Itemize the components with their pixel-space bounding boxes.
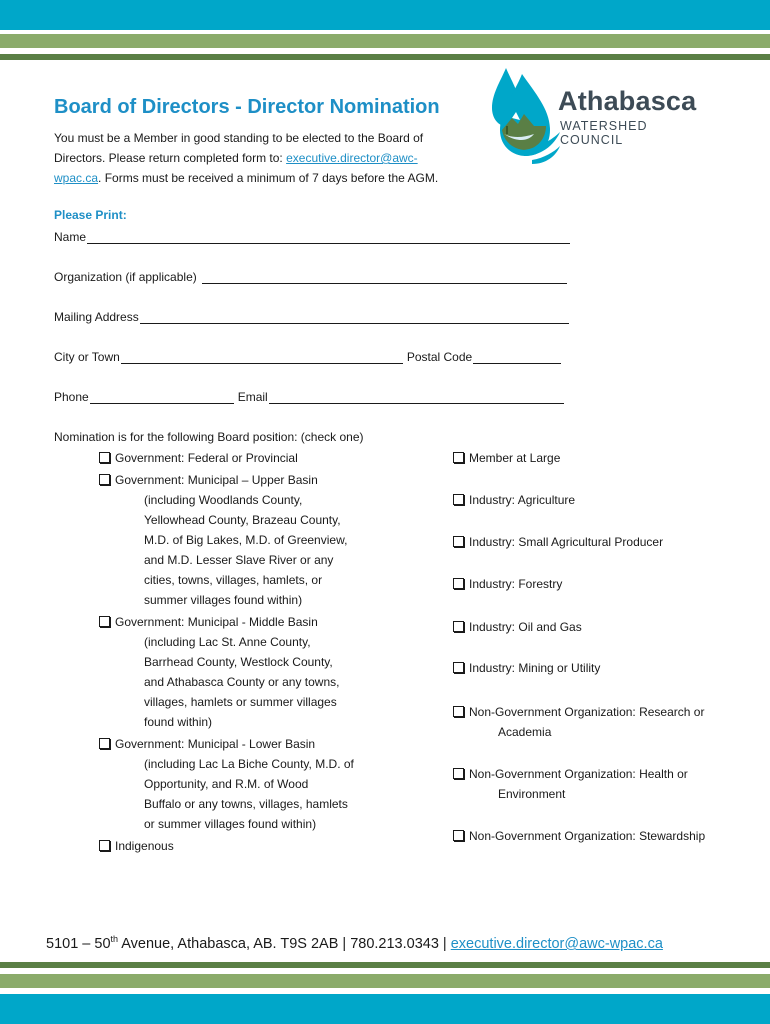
intro-line1: You must be a Member in good standing to be elected to the Board of [54, 131, 424, 145]
checkbox-icon[interactable] [453, 452, 464, 463]
footer-address-rest: Avenue, Athabasca, AB. T9S 2AB | 780.213.0343 | [118, 935, 451, 952]
header-dark-green-band [0, 54, 770, 60]
detail-line: (including Lac La Biche County, M.D. of [144, 757, 354, 771]
footer-dark-green-band [0, 962, 770, 968]
detail-line: cities, towns, villages, hamlets, or [144, 573, 323, 587]
middle-basin-detail [144, 632, 339, 732]
checkbox-label: Non-Government Organization: Health or [469, 767, 688, 781]
footer-teal-band [0, 994, 770, 1024]
checkbox-icon[interactable] [453, 621, 464, 632]
detail-line: found within) [144, 715, 213, 729]
logo-subtitle: WATERSHED COUNCIL [560, 119, 648, 147]
checkbox-icon[interactable] [453, 706, 464, 717]
detail-line: Opportunity, and R.M. of Wood [144, 777, 309, 791]
detail-line: (including Woodlands County, [144, 493, 303, 507]
checkbox-label: Industry: Mining or Utility [469, 661, 601, 675]
organization-label: Organization (if applicable) [54, 270, 197, 284]
checkbox-icon[interactable] [99, 452, 110, 463]
city-label: City or Town [54, 350, 120, 364]
nomination-heading: Nomination is for the following Board position: (check one) [54, 430, 364, 444]
checkbox-icon[interactable] [453, 768, 464, 779]
phone-line[interactable] [90, 391, 234, 404]
checkbox-label: Industry: Small Agricultural Producer [469, 535, 664, 549]
detail-line: or summer villages found within) [144, 817, 317, 831]
checkbox-industry-forestry[interactable] [453, 577, 562, 591]
checkbox-ngo-research[interactable] [453, 705, 704, 719]
checkbox-label: Industry: Forestry [469, 577, 563, 591]
intro-email-part1: executive.director@awc- [286, 151, 418, 165]
detail-line: (including Lac St. Anne County, [144, 635, 311, 649]
checkbox-ngo-health[interactable] [453, 767, 688, 781]
detail-line: and M.D. Lesser Slave River or any [144, 553, 334, 567]
name-line[interactable] [87, 231, 570, 244]
page-title: Board of Directors - Director Nomination [54, 96, 440, 118]
checkbox-icon[interactable] [453, 662, 464, 673]
phone-label: Phone [54, 390, 89, 404]
checkbox-label: Non-Government Organization: Stewardship [469, 829, 706, 843]
footer-contact [46, 934, 663, 952]
lower-basin-detail [144, 754, 354, 834]
detail-line: Buffalo or any towns, villages, hamlets [144, 797, 348, 811]
checkbox-icon[interactable] [453, 494, 464, 505]
ngo-research-continued: Academia [498, 725, 552, 739]
checkbox-label: Government: Municipal – Upper Basin [115, 473, 318, 487]
upper-basin-detail [144, 490, 347, 610]
footer-address-prefix: 5101 – 50 [46, 935, 111, 952]
organization-line[interactable] [202, 271, 567, 284]
checkbox-icon[interactable] [99, 616, 110, 627]
checkbox-indigenous[interactable] [99, 839, 174, 853]
mailing-address-line[interactable] [140, 311, 569, 324]
athabasca-logo [488, 64, 708, 168]
detail-line: Barrhead County, Westlock County, [144, 655, 333, 669]
footer-email-link[interactable]: executive.director@awc-wpac.ca [450, 935, 663, 952]
detail-line: M.D. of Big Lakes, M.D. of Greenview, [144, 533, 348, 547]
detail-line: Yellowhead County, Brazeau County, [144, 513, 341, 527]
checkbox-municipal-lower[interactable] [99, 737, 315, 751]
city-line[interactable] [121, 351, 403, 364]
ngo-health-continued: Environment [498, 787, 566, 801]
name-field[interactable] [54, 230, 570, 244]
detail-line: villages, hamlets or summer villages [144, 695, 337, 709]
phone-field[interactable] [54, 390, 564, 404]
checkbox-label: Government: Municipal - Lower Basin [115, 737, 316, 751]
checkbox-icon[interactable] [99, 474, 110, 485]
checkbox-industry-agriculture[interactable] [453, 493, 575, 507]
checkbox-label: Member at Large [469, 451, 561, 465]
checkbox-label: Indigenous [115, 839, 174, 853]
city-field[interactable] [54, 350, 561, 364]
footer-green-band [0, 974, 770, 988]
footer-sup: th [110, 934, 119, 944]
header-teal-band [0, 0, 770, 30]
checkbox-label: Government: Federal or Provincial [115, 451, 298, 465]
postal-code-line[interactable] [473, 351, 561, 364]
checkbox-industry-small-ag[interactable] [453, 535, 663, 549]
checkbox-icon[interactable] [99, 738, 110, 749]
email-label: Email [237, 390, 268, 404]
checkbox-label: Non-Government Organization: Research or [469, 705, 705, 719]
mailing-address-label: Mailing Address [54, 310, 139, 324]
intro-email-part2: wpac.ca [54, 171, 99, 185]
intro-text [54, 128, 474, 188]
please-print-label: Please Print: [54, 208, 127, 222]
name-label: Name [54, 230, 87, 244]
header-green-band [0, 34, 770, 48]
water-drop-feather-icon [488, 64, 560, 168]
detail-line: summer villages found within) [144, 593, 303, 607]
checkbox-member-at-large[interactable] [453, 451, 560, 465]
checkbox-icon[interactable] [453, 578, 464, 589]
checkbox-icon[interactable] [99, 840, 110, 851]
postal-code-label: Postal Code [406, 350, 473, 364]
checkbox-ngo-stewardship[interactable] [453, 829, 705, 843]
checkbox-industry-oil-gas[interactable] [453, 620, 582, 634]
organization-field[interactable] [54, 270, 567, 284]
checkbox-municipal-middle[interactable] [99, 615, 318, 629]
intro-line3: . Forms must be received a minimum of 7 days before the AGM. [98, 171, 439, 185]
checkbox-industry-mining[interactable] [453, 661, 600, 675]
email-line[interactable] [269, 391, 564, 404]
checkbox-label: Government: Municipal - Middle Basin [115, 615, 318, 629]
checkbox-icon[interactable] [453, 536, 464, 547]
intro-line2: Directors. Please return completed form to: [54, 151, 287, 165]
checkbox-government-federal[interactable] [99, 451, 298, 465]
checkbox-label: Industry: Oil and Gas [469, 620, 582, 634]
checkbox-municipal-upper[interactable] [99, 473, 318, 487]
checkbox-label: Industry: Agriculture [469, 493, 576, 507]
mailing-address-field[interactable] [54, 310, 569, 324]
checkbox-icon[interactable] [453, 830, 464, 841]
detail-line: and Athabasca County or any towns, [144, 675, 340, 689]
logo-name: Athabasca [558, 86, 697, 116]
